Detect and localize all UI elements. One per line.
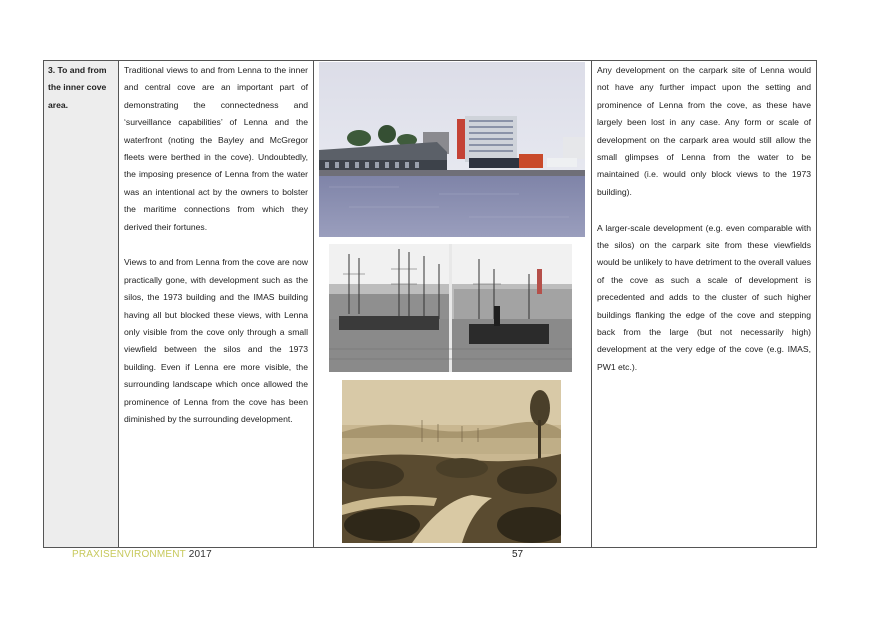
assessment-table: [43, 60, 817, 548]
description-cell: [119, 61, 314, 547]
cove-historic-photo: [329, 244, 572, 372]
brand-name: PRAXISENVIRONMENT: [72, 549, 186, 560]
cove-modern-photo: [319, 62, 585, 237]
description-paragraph-1: Traditional views to and from Lenna to the inner and central cove are an important part of demonstrating the connectedness and ‘surveillance capabilities’ of Lenna and the waterfront (noting the Bayley and McGregor fleets were berthed in the cove). Undoubtedly, the imposing presence of Lenna from the water was an intentional act by the owners to bolster the maritime connections from which they derived their fortunes.: [124, 65, 308, 232]
page-number: 57: [512, 549, 524, 560]
footer-brand: [72, 549, 212, 560]
criteria-heading: 3. To and from the inner cove area.: [48, 65, 107, 110]
brand-year: 2017: [188, 549, 212, 560]
assessment-paragraph-2: A larger-scale development (e.g. even comparable with the silos) on the carpark site from these viewfields would be unlikely to have detriment to the overall values of the cove as such a scale of development is precedented and adds to the cluster of such higher buildings flanking the edge of the cove and stepping back from the large (but not necessarily high) development at the very edge of the cove (e.g. IMAS, PW1 etc.).: [597, 222, 811, 372]
garden-historic-photo: [342, 380, 561, 543]
assessment-paragraph-1: Any development on the carpark site of Lenna would not have any further impact upon the setting and prominence of Lenna from the cove, as these have largely been lost in any case. Any form or scale of development on the carpark area would still allow the small glimpses of Lenna from the water to be maintained (i.e. would only block views to the 1973 building).: [597, 65, 811, 197]
assessment-cell: [592, 61, 816, 547]
criteria-cell: [44, 61, 119, 547]
description-paragraph-2: Views to and from Lenna from the cove are now practically gone, with development such as the silos, the 1973 building and the IMAS building having all but blocked these views, with Lenna only visible from the cove only through a small viewfield between the silos and the 1973 building. Even if Lenna ere more visible, the surrounding landscape which once allowed the prominence of Lenna from the cove has been diminished by the surrounding development.: [124, 257, 308, 425]
